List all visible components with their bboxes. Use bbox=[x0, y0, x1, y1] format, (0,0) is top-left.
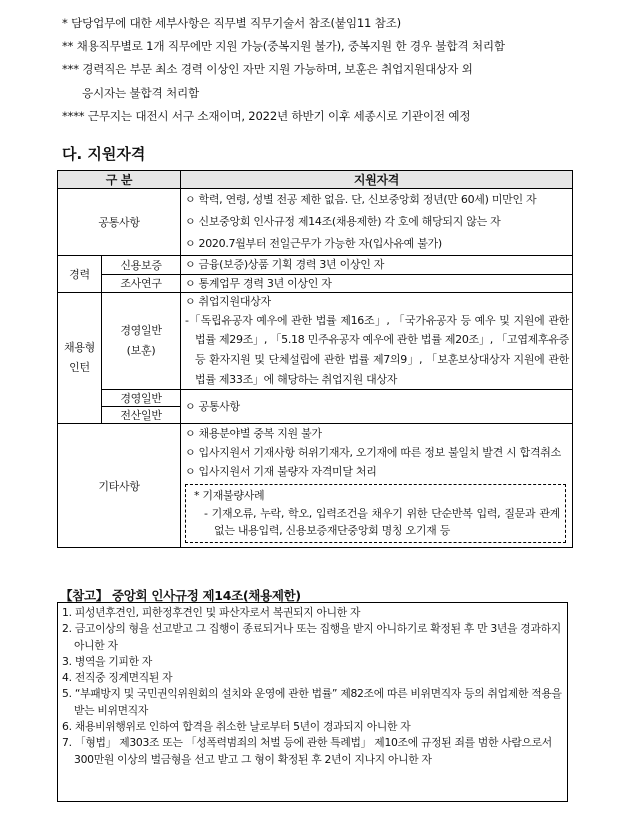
reference-item-3: 3. 병역을 기피한 자 bbox=[62, 654, 153, 668]
note-experienced: *** 경력직은 부문 최소 경력 이상인 자만 지원 가능하며, 보훈은 취업지원대상자 외 bbox=[62, 62, 473, 77]
bad-entry-body: - 기재오류, 누락, 학오, 입력조건을 채우기 위한 단순반복 입력, 질문과 관계없는 내용입력, 신용보증재단중앙회 명칭 오기재 등 bbox=[204, 506, 560, 538]
intern-label bbox=[58, 293, 102, 424]
career-sub-research: 조사연구 bbox=[102, 274, 181, 293]
veteran-sub-label bbox=[102, 293, 181, 390]
career-sub-credit: 신용보증 bbox=[102, 256, 181, 275]
other-row bbox=[58, 424, 573, 548]
reference-item-4: 4. 전직중 징계면직된 자 bbox=[62, 671, 173, 685]
career-credit-content bbox=[181, 256, 573, 275]
other-label: 기타사항 bbox=[58, 424, 181, 548]
career-row-credit bbox=[58, 256, 573, 275]
career-research-content bbox=[181, 274, 573, 293]
bad-entry-example-box bbox=[185, 484, 566, 543]
career-credit-text: ㅇ 금융(보증)상품 기획 경력 3년 이상인 자 bbox=[185, 258, 385, 271]
reference-item-1: 1. 피성년후견인, 피한정후견인 및 파산자로서 복권되지 아니한 자 bbox=[62, 606, 361, 619]
other-line-2: ㅇ 입사지원서 기재사항 허위기재자, 오기재에 따른 정보 불일치 발견 시 합격취소 bbox=[185, 446, 561, 460]
common-line-2: ㅇ 신보중앙회 인사규정 제14조(채용제한) 각 호에 해당되지 않는 자 bbox=[185, 215, 501, 228]
veteran-body: -「독립유공자 예우에 관한 법률 제16조」, 「국가유공자 등 예우 및 지원에 관한 법률 제29조」, 「5.18 민주유공자 예우에 관한 법률 제20조」, 「고엽제후유증 등 환자지원 및 단체설립에 관한 법률 제7의9」, 「보훈보상대상자 지원에 관한 법률 제33조」에 해당하는 취업지원 대상자 bbox=[185, 313, 569, 386]
note-workplace: **** 근무지는 대전시 서구 소재이며, 2022년 하반기 이후 세종시로 기관이전 예정 bbox=[62, 108, 471, 123]
career-row-research bbox=[58, 274, 573, 293]
qualification-table bbox=[57, 170, 573, 548]
intern-veteran-row bbox=[58, 293, 573, 390]
table-header-row bbox=[58, 171, 573, 189]
common-label: 공통사항 bbox=[58, 189, 181, 256]
veteran-sub-line-2: (보훈) bbox=[126, 344, 156, 358]
general-content bbox=[181, 390, 573, 424]
veteran-head: ㅇ 취업지원대상자 bbox=[185, 295, 271, 309]
section-title: 다. 지원자격 bbox=[62, 145, 146, 163]
other-content bbox=[181, 424, 573, 548]
common-row bbox=[58, 189, 573, 256]
bad-entry-title: * 기재불량사례 bbox=[194, 489, 265, 503]
career-research-text: ㅇ 통계업무 경력 3년 이상인 자 bbox=[185, 276, 332, 290]
reference-title: 【참고】 중앙회 인사규정 제14조(채용제한) bbox=[60, 588, 301, 603]
reference-item-5: 5. “부패방지 및 국민권익위원회의 설치와 운영에 관한 법률” 제82조에 따른 비위면직자 등의 취업제한 적용을 받는 비위면직자 bbox=[62, 687, 562, 717]
common-line-3: ㅇ 2020.7월부터 전일근무가 가능한 자(입사유예 불가) bbox=[185, 237, 442, 250]
reference-item-2: 2. 금고이상의 형을 선고받고 그 집행이 종료되거나 또는 집행을 받지 아니하기로 확정된 후 만 3년을 경과하지 아니한 자 bbox=[62, 622, 561, 652]
header-qualification: 지원자격 bbox=[181, 171, 573, 189]
intern-label-line-2: 인턴 bbox=[69, 361, 90, 375]
intern-label-line-1: 채용형 bbox=[64, 341, 95, 355]
other-line-3: ㅇ 입사지원서 기재 불량자 자격미달 처리 bbox=[185, 465, 377, 479]
note-experienced-continued: 응시자는 불합격 처리함 bbox=[82, 85, 199, 100]
veteran-sub-line-1: 경영일반 bbox=[120, 324, 162, 338]
reference-item-7: 7. 「형법」 제303조 또는 「성폭력범죄의 처벌 등에 관한 특례법」 제10조에 규정된 죄를 범한 사람으로서 300만원 이상의 벌금형을 선고 받고 그 형이 확정된 후 2년이 지나지 아니한 자 bbox=[62, 736, 552, 766]
veteran-content bbox=[181, 293, 573, 390]
notes-block bbox=[62, 12, 612, 128]
general-sub-management: 경영일반 bbox=[102, 390, 181, 407]
reference-box bbox=[57, 602, 568, 802]
general-text: ㅇ 공통사항 bbox=[185, 399, 240, 413]
common-line-1: ㅇ 학력, 연령, 성별 전공 제한 없음. 단, 신보중앙회 정년(만 60세) 미만인 자 bbox=[185, 193, 537, 206]
common-content bbox=[181, 189, 573, 256]
reference-item-6: 6. 채용비위행위로 인하여 합격을 취소한 날로부터 5년이 경과되지 아니한 자 bbox=[62, 720, 411, 734]
header-category: 구 분 bbox=[58, 171, 181, 189]
general-sub-it: 전산일반 bbox=[102, 407, 181, 424]
career-label: 경력 bbox=[58, 256, 102, 293]
other-line-1: ㅇ 채용분야별 중복 지원 불가 bbox=[185, 427, 322, 441]
note-single-application: ** 채용직무별로 1개 직무에만 지원 가능(중복지원 불가), 중복지원 한 경우 불합격 처리함 bbox=[62, 39, 505, 54]
intern-general-row bbox=[58, 390, 573, 407]
note-duty-detail: * 담당업무에 대한 세부사항은 직무별 직무기술서 참조(붙임11 참조) bbox=[62, 16, 401, 30]
